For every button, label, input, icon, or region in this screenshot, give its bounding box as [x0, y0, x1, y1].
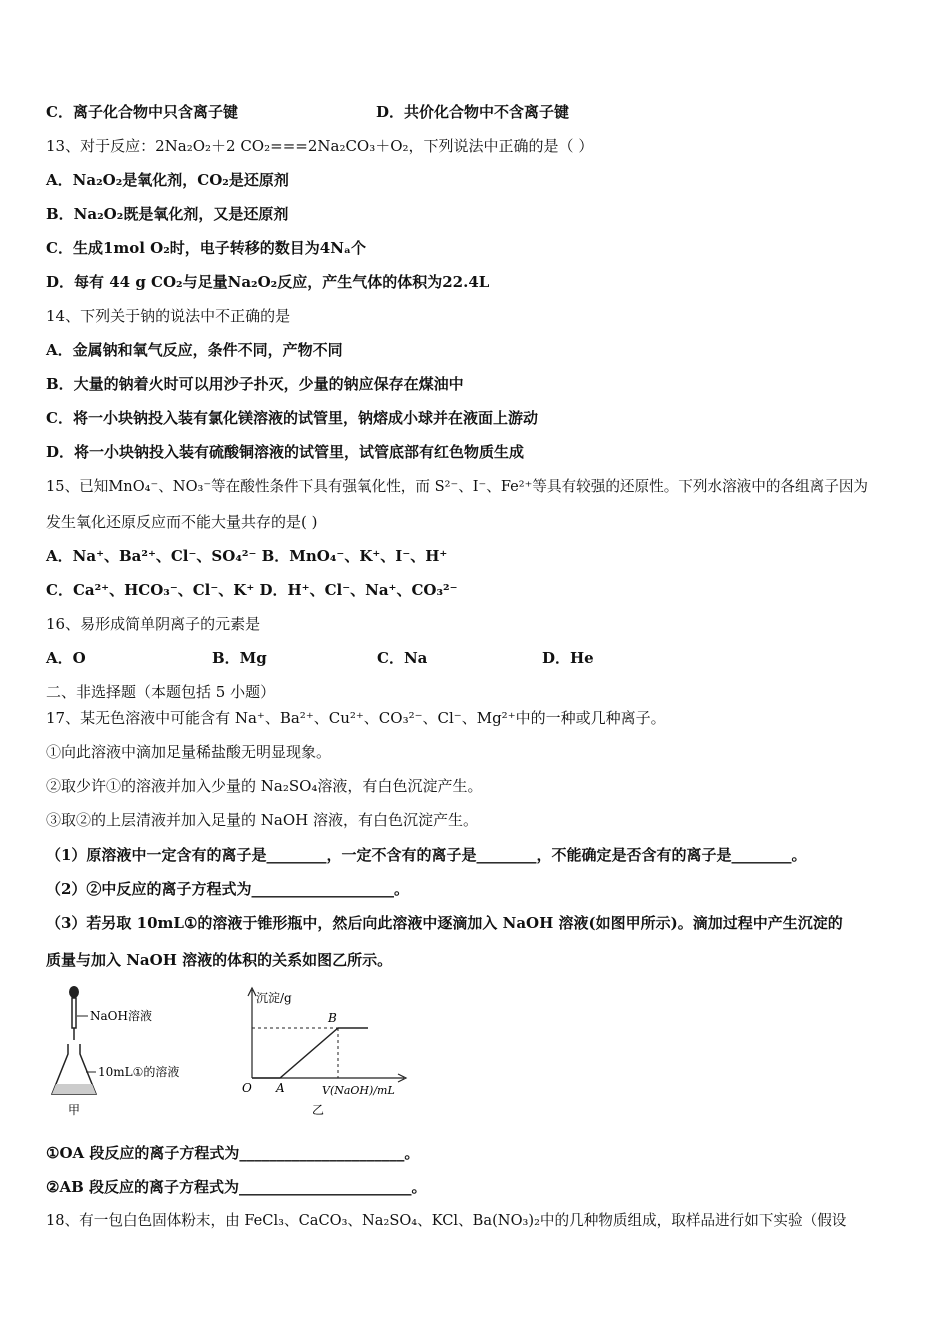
- q13-option-d: D．每有 44 g CO₂与足量Na₂O₂反应，产生气体的体积为22.4L: [46, 273, 490, 291]
- point-b-label: B: [328, 1011, 337, 1025]
- q13-stem: 13、对于反应：2Na₂O₂＋2 CO₂===2Na₂CO₃＋O₂，下列说法中正确的是（ ）: [46, 137, 594, 155]
- q17-step-3: ③取②的上层清液并加入足量的 NaOH 溶液，有白色沉淀产生。: [46, 811, 478, 829]
- q16-option-d: D．He: [542, 649, 594, 667]
- q15-stem-line2: 发生氧化还原反应而不能大量共存的是( ): [46, 513, 318, 531]
- q15-options-ab: A．Na⁺、Ba²⁺、Cl⁻、SO₄²⁻ B．MnO₄⁻、K⁺、I⁻、H⁺: [46, 547, 448, 565]
- q17-part-1: （1）原溶液中一定含有的离子是________，一定不含有的离子是________，不能确定是否含有的离子是________。: [46, 846, 807, 864]
- q17-step-2: ②取少许①的溶液并加入少量的 Na₂SO₄溶液，有白色沉淀产生。: [46, 777, 483, 795]
- q13-option-a: A．Na₂O₂是氧化剂，CO₂是还原剂: [46, 171, 289, 189]
- q16-stem: 16、易形成简单阴离子的元素是: [46, 615, 261, 633]
- q14-option-c: C．将一小块钠投入装有氯化镁溶液的试管里，钠熔成小球并在液面上游动: [46, 409, 538, 427]
- q16-option-b: B．Mg: [212, 649, 267, 667]
- q18-stem: 18、有一包白色固体粉末，由 FeCl₃、CaCO₃、Na₂SO₄、KCl、Ba(NO₃)₂中的几种物质组成，取样品进行如下实验（假设: [46, 1212, 847, 1229]
- q14-option-a: A．金属钠和氧气反应，条件不同，产物不同: [46, 341, 343, 359]
- q15-stem-line1: 15、已知MnO₄⁻、NO₃⁻等在酸性条件下具有强氧化性，而 S²⁻、I⁻、Fe²⁺等具有较强的还原性。下列水溶液中的各组离子因为: [46, 478, 869, 495]
- q17-stem: 17、某无色溶液中可能含有 Na⁺、Ba²⁺、Cu²⁺、CO₃²⁻、Cl⁻、Mg²⁺中的一种或几种离子。: [46, 709, 666, 727]
- figure-yi-chart: [232, 984, 412, 1120]
- q16-option-a: A．O: [46, 649, 86, 667]
- q14-option-b: B．大量的钠着火时可以用沙子扑灭，少量的钠应保存在煤油中: [46, 375, 464, 393]
- figure-yi-caption: 乙: [312, 1103, 325, 1117]
- q17-part-3-line2: 质量与加入 NaOH 溶液的体积的关系如图乙所示。: [46, 951, 393, 969]
- dropper-label: NaOH溶液: [90, 1009, 152, 1023]
- q14-option-d: D．将一小块钠投入装有硫酸铜溶液的试管里，试管底部有红色物质生成: [46, 443, 525, 461]
- q16-options: [46, 648, 646, 668]
- q16-option-c: C．Na: [377, 649, 428, 667]
- flask-solution: [52, 1084, 96, 1094]
- flask-label: 10mL①的溶液: [98, 1065, 180, 1079]
- section-two-heading: 二、非选择题（本题包括 5 小题）: [46, 683, 276, 701]
- q15-options-cd: C．Ca²⁺、HCO₃⁻、Cl⁻、K⁺ D．H⁺、Cl⁻、Na⁺、CO₃²⁻: [46, 581, 458, 599]
- q12-option-c: C．离子化合物中只含离子键: [46, 103, 238, 121]
- q17-ab-equation: ②AB 段反应的离子方程式为_______________________。: [46, 1178, 427, 1196]
- figure-jia-caption: 甲: [68, 1103, 81, 1117]
- figure-jia: [44, 982, 214, 1122]
- precipitate-curve: [252, 1028, 368, 1078]
- q13-option-c: C．生成1mol O₂时，电子转移的数目为4Nₐ个: [46, 239, 366, 257]
- q17-part-3-line1: （3）若另取 10mL①的溶液于锥形瓶中，然后向此溶液中逐滴加入 NaOH 溶液(如图甲所示)。滴加过程中产生沉淀的: [46, 914, 843, 932]
- origin-label: O: [242, 1081, 252, 1095]
- q13-option-b: B．Na₂O₂既是氧化剂，又是还原剂: [46, 205, 289, 223]
- point-a-label: A: [276, 1081, 285, 1095]
- q17-part-2: （2）②中反应的离子方程式为___________________。: [46, 880, 409, 898]
- dropper-bulb: [69, 986, 79, 998]
- dropper-tube: [72, 998, 76, 1028]
- q17-oa-equation: ①OA 段反应的离子方程式为______________________。: [46, 1144, 420, 1162]
- y-axis-label: 沉淀/g: [256, 991, 292, 1005]
- q17-step-1: ①向此溶液中滴加足量稀盐酸无明显现象。: [46, 743, 332, 761]
- q14-stem: 14、下列关于钠的说法中不正确的是: [46, 307, 291, 325]
- q12-option-d: D．共价化合物中不含离子键: [376, 103, 570, 121]
- x-axis-label: V(NaOH)/mL: [322, 1084, 395, 1097]
